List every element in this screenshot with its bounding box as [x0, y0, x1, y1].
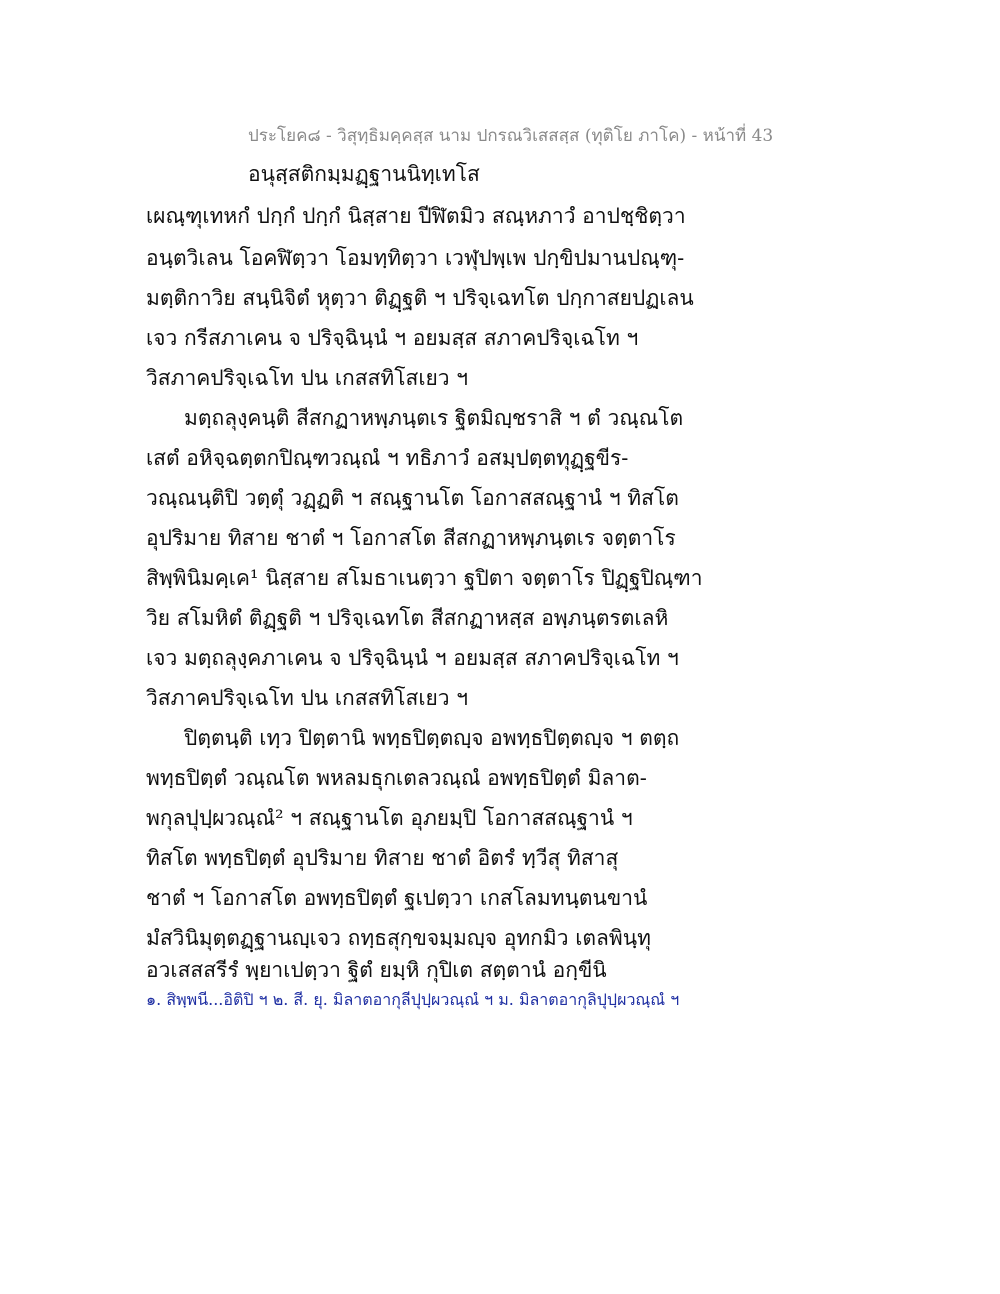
text-line: อนฺตวิเลน โอคฬิตฺวา โอมทฺทิตฺวา เวฬุปพฺเพ ปกฺขิปมานปณฺฑุ-: [146, 246, 685, 270]
text-line: อุปริมาย ทิสาย ชาตํ ฯ โอกาสโต สีสกฏาหพฺภนฺตเร จตฺตาโร: [146, 526, 676, 550]
text-line: เสตํ อหิจฺฉตฺตกปิณฺฑวณฺณํ ฯ ทธิภาวํ อสมฺปตฺตทุฏฺฐขีร-: [146, 446, 629, 470]
text-line: เจว มตฺถลุงฺคภาเคน จ ปริจฺฉินฺนํ ฯ อยมสฺส สภาคปริจฺเฉโท ฯ: [146, 646, 679, 670]
text-line: ชาตํ ฯ โอกาสโต อพทฺธปิตฺตํ ฐเปตฺวา เกสโลมทนฺตนขานํ: [146, 886, 648, 910]
text-line: วิสภาคปริจฺเฉโท ปน เกสสทิโสเยว ฯ: [146, 366, 469, 390]
text-line: เผณฺฑุเทหกํ ปกฺกํ ปกฺกํ นิสฺสาย ปีฬิตมิว สณฺหภาวํ อาปชฺชิตฺวา: [146, 204, 686, 228]
text-line: สิพฺพินิมคฺเค¹ นิสฺสาย สโมธาเนตฺวา ฐปิตา จตฺตาโร ปิฏฺฐปิณฺฑา: [146, 566, 703, 590]
text-line: มํสวินิมุตฺตฏฺฐานญฺเจว ถทฺธสุกฺขจมฺมญฺจ อุทกมิว เตลพินฺทุ: [146, 926, 651, 950]
text-line: พกุลปุปฺผวณฺณํ² ฯ สณฺฐานโต อุภยมฺปิ โอกาสสณฺฐานํ ฯ: [146, 806, 633, 830]
text-line: ทิสโต พทฺธปิตฺตํ อุปริมาย ทิสาย ชาตํ อิตรํ ทฺวีสุ ทิสาสุ: [146, 846, 619, 870]
text-line: เจว กรีสภาเคน จ ปริจฺฉินฺนํ ฯ อยมสฺส สภาคปริจฺเฉโท ฯ: [146, 326, 639, 350]
text-line: วิย สโมหิตํ ติฏฺฐติ ฯ ปริจฺเฉทโต สีสกฏาหสฺส อพฺภนฺตรตเลหิ: [146, 606, 669, 630]
paragraph-start-line: ปิตฺตนฺติ เทฺว ปิตฺตานิ พทฺธปิตฺตญฺจ อพทฺธปิตฺตญฺจ ฯ ตตฺถ: [184, 726, 680, 750]
footnote: ๑. สิพฺพนี...อิติปิ ฯ ๒. สี. ยุ. มิลาตอากุลีปุปฺผวณฺณํ ฯ ม. มิลาตอากุลิปุปฺผวณฺณํ ฯ: [146, 990, 680, 1009]
text-line: มตฺติกาวิย สนฺนิจิตํ หุตฺวา ติฏฺฐติ ฯ ปริจฺเฉทโต ปกฺกาสยปฏเลน: [146, 286, 694, 310]
text-line: อวเสสสรีรํ พฺยาเปตฺวา ฐิตํ ยมฺหิ กุปิเต สตฺตานํ อกฺขีนิ: [146, 958, 607, 982]
text-line: วณฺณนฺติปิ วตฺตุํ วฏฺฏติ ฯ สณฺฐานโต โอกาสสณฺฐานํ ฯ ทิสโต: [146, 486, 679, 510]
text-line: วิสภาคปริจฺเฉโท ปน เกสสทิโสเยว ฯ: [146, 686, 469, 710]
page-header: ประโยค๘ - วิสุทฺธิมคฺคสฺส นาม ปกรณวิเสสสฺส (ทุติโย ภาโค) - หน้าที่ 43: [248, 126, 774, 146]
paragraph-start-line: มตฺถลุงฺคนฺติ สีสกฏาหพฺภนฺตเร ฐิตมิญฺชราสิ ฯ ตํ วณฺณโต: [184, 406, 684, 430]
section-title: อนุสฺสติกมฺมฏฺฐานนิทฺเทโส: [248, 162, 480, 186]
text-line: พทฺธปิตฺตํ วณฺณโต พหลมธุกเตลวณฺณํ อพทฺธปิตฺตํ มิลาต-: [146, 766, 647, 790]
